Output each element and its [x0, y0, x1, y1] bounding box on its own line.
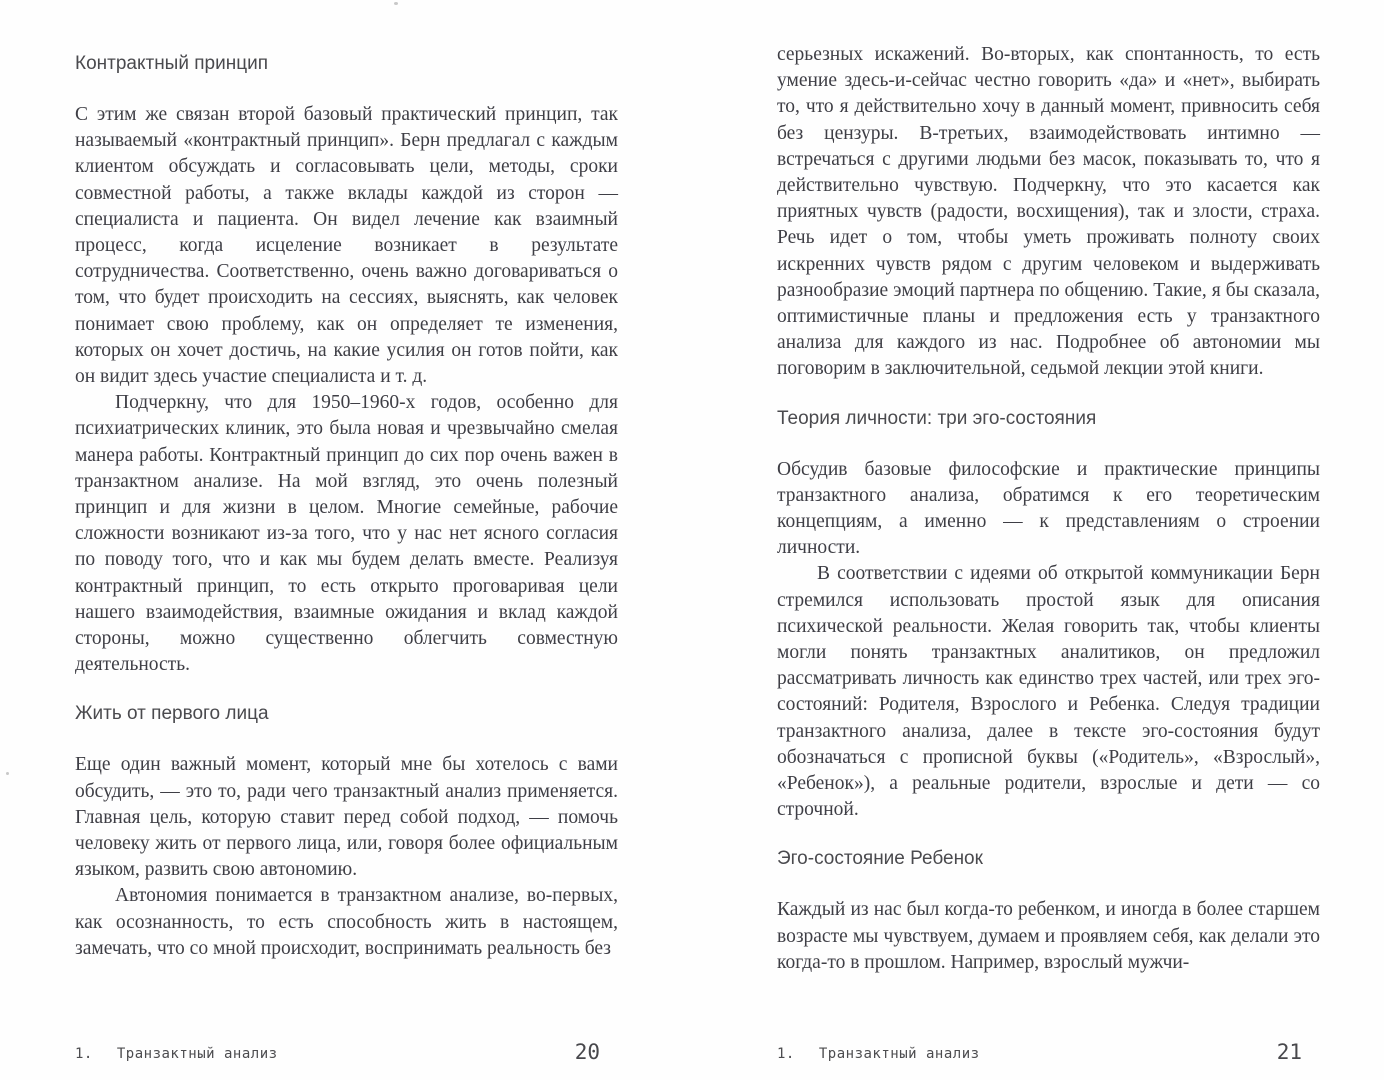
page-number: 21: [1276, 1040, 1302, 1064]
scan-artifact-dot: [6, 772, 9, 775]
running-footer: [777, 1046, 980, 1062]
page-left: [75, 0, 618, 1080]
section-heading-personality-theory: Теория личности: три эго-состояния: [777, 407, 1097, 429]
page-left-body: [75, 0, 618, 962]
chapter-number: 1.: [777, 1046, 795, 1062]
section-heading-child-ego-state: Эго-состояние Ребенок: [777, 848, 983, 870]
paragraph: Каждый из нас был когда-то ребенком, и иногда в более старшем возрасте мы чувствуем, думаем и проявляем себя, как делали это когда-то в прошлом. Например, взрослый мужчи-: [777, 899, 1320, 973]
paragraph: В соответствии с идеями об открытой коммуникации Берн стремился использовать простой язык для описания психической реальности. Желая говорить так, чтобы клиенты могли понять транзактных аналитиков, он предложил рассматривать личность как единство трех частей, или трех эго-состояний: Родителя, Взрослого и Ребенка. Следуя традиции транзактного анализа, далее в тексте эго-состояния будут обозначаться с прописной буквы («Родитель», «Взрослый», «Ребенок»), а реальные родители, взрослые и дети — со строчной.: [777, 563, 1320, 821]
page-number: 20: [574, 1040, 600, 1064]
page-right: [777, 0, 1320, 1080]
chapter-title: Транзактный анализ: [818, 1046, 980, 1062]
section-heading-first-person-living: Жить от первого лица: [75, 703, 269, 725]
page-right-footer: [777, 1040, 1320, 1070]
paragraph: Обсудив базовые философские и практические принципы транзактного анализа, обратимся к его теоретическим концепциям, а именно — к представлениям о строении личности.: [777, 458, 1320, 559]
paragraph: Автономия понимается в транзактном анализе, во-первых, как осознанность, то есть способность жить в настоящем, замечать, что со мной происходит, воспринимать реальность без: [75, 885, 618, 959]
paragraph: серьезных искажений. Во-вторых, как спонтанность, то есть умение здесь-и-сейчас честно говорить «да» и «нет», выбирать то, что я действительно хочу в данный момент, привносить себя без цензуры. В-третьих, взаимодействовать интимно — встречаться с другими людьми без масок, показывать то, что я действительно чувствую. Подчеркну, что это касается как приятных чувств (радости, восхищения), так и злости, страха. Речь идет о том, чтобы уметь проживать полноту своих искренних чувств рядом с другим человеком и выдерживать разнообразие эмоций партнера по общению. Такие, я бы сказала, оптимистичные планы и предложения есть у транзактного анализа для каждого из нас. Подробнее об автономии мы поговорим в заключительной, седьмой лекции этой книги.: [777, 44, 1320, 380]
paragraph: С этим же связан второй базовый практический принцип, так называемый «контрактный принцип». Берн предлагал с каждым клиентом обсуждать и согласовывать цели, методы, сроки совместной работы, а также вклады каждой из сторон — специалиста и пациента. Он видел лечение как взаимный процесс, когда исцеление возникает в результате сотрудничества. Соответственно, очень важно договариваться о том, что будет происходить на сессиях, выяснять, как человек понимает свою проблему, как он определяет те изменения, которых он хочет достичь, на какие усилия он готов пойти, как он видит здесь участие специалиста и т. д.: [75, 104, 618, 388]
section-heading-contract-principle: Контрактный принцип: [75, 53, 268, 74]
chapter-title: Транзактный анализ: [116, 1046, 278, 1062]
chapter-number: 1.: [75, 1046, 93, 1062]
paragraph: Подчеркну, что для 1950–1960-х годов, особенно для психиатрических клиник, это была новая и чрезвычайно смелая манера работы. Контрактный принцип до сих пор очень важен в транзактном анализе. На мой взгляд, это очень полезный принцип и для жизни в целом. Многие семейные, рабочие сложности возникают из-за того, что у нас нет ясного согласия по поводу того, что и как мы будем делать вместе. Реализуя контрактный принцип, то есть открыто проговаривая цели нашего взаимодействия, взаимные ожидания и вклад каждой стороны, можно существенно облегчить совместную деятельность.: [75, 392, 618, 676]
page-right-body: [777, 0, 1320, 976]
paragraph: Еще один важный момент, который мне бы хотелось с вами обсудить, — это то, ради чего транзактный анализ применяется. Главная цель, которую ставит перед собой подход, — помочь человеку жить от первого лица, или, говоря более официальным языком, развить свою автономию.: [75, 754, 618, 881]
page-left-footer: [75, 1040, 618, 1070]
running-footer: [75, 1046, 278, 1062]
